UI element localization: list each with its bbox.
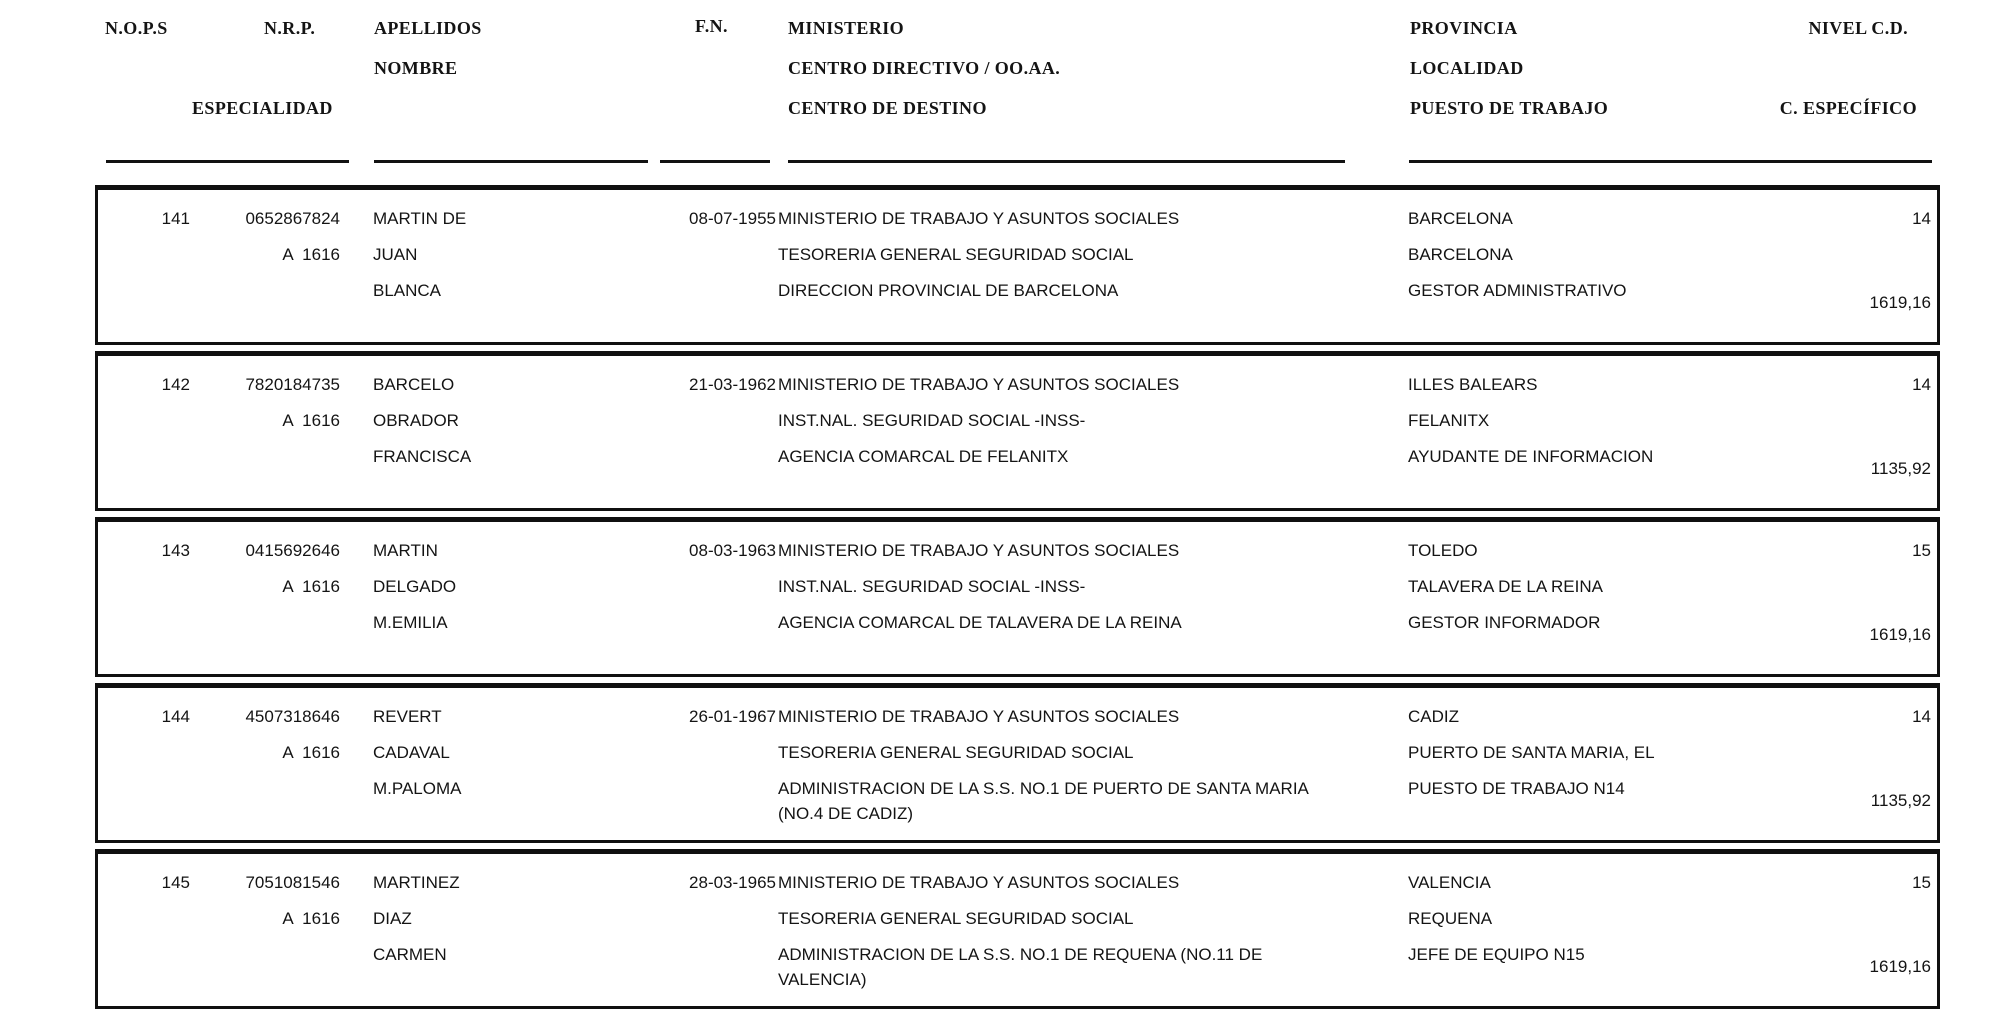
record-ministerio-cell (778, 206, 1408, 342)
col-header-localidad: LOCALIDAD (1410, 58, 1524, 78)
centro-destino-value: DIRECCION PROVINCIAL DE BARCELONA (778, 281, 1119, 300)
apellido1-value: MARTIN DE (373, 209, 467, 228)
nivel-spacer (1773, 408, 1931, 433)
apellido2-value: OBRADOR (373, 411, 459, 430)
record-row (95, 185, 1940, 345)
ministerio-value: MINISTERIO DE TRABAJO Y ASUNTOS SOCIALES (778, 375, 1180, 394)
provincia-value: BARCELONA (1408, 209, 1513, 228)
record-name-cell (348, 538, 653, 674)
record-nivel-cell (1773, 870, 1943, 1006)
nivel-value: 15 (1912, 541, 1931, 560)
nrp-value: 0652867824 (245, 209, 340, 228)
centro-directivo-value: INST.NAL. SEGURIDAD SOCIAL -INSS- (778, 577, 1086, 596)
especifico-value: 1135,92 (1870, 459, 1931, 478)
header-rule-4 (788, 160, 1345, 163)
apellido1-value: MARTIN (373, 541, 438, 560)
centro-directivo-value: TESORERIA GENERAL SEGURIDAD SOCIAL (778, 909, 1134, 928)
apellido2-value: DIAZ (373, 909, 412, 928)
centro-destino-value: ADMINISTRACION DE LA S.S. NO.1 DE REQUENA (NO.11 DE VALENCIA) (778, 945, 1263, 989)
col-header-fn: F.N. (695, 16, 728, 36)
col-header-nivel: NIVEL C.D. (1808, 18, 1908, 38)
centro-directivo-value: INST.NAL. SEGURIDAD SOCIAL -INSS- (778, 411, 1086, 430)
record-row (95, 849, 1940, 1009)
nrp-value: 4507318646 (245, 707, 340, 726)
record-nivel-cell (1773, 538, 1943, 674)
fn-value: 28-03-1965 (689, 873, 776, 892)
nombre-value: M.EMILIA (373, 613, 448, 632)
col-header-ministerio: MINISTERIO (788, 18, 905, 38)
table-header (0, 0, 2000, 185)
especialidad-value: A 1616 (282, 577, 340, 596)
record-nops-cell (98, 372, 208, 508)
provincia-value: CADIZ (1408, 707, 1459, 726)
ministerio-value: MINISTERIO DE TRABAJO Y ASUNTOS SOCIALES (778, 209, 1180, 228)
nivel-value: 15 (1912, 873, 1931, 892)
puesto-value: GESTOR INFORMADOR (1408, 613, 1601, 632)
record-fn-cell (653, 870, 778, 1006)
record-nops-cell (98, 538, 208, 674)
apellido2-value: DELGADO (373, 577, 457, 596)
puesto-value: AYUDANTE DE INFORMACION (1408, 447, 1654, 466)
puesto-value: JEFE DE EQUIPO N15 (1408, 945, 1585, 964)
record-nops-cell (98, 704, 208, 840)
record-nrp-cell (208, 206, 348, 342)
nivel-spacer (1773, 574, 1931, 599)
ministerio-value: MINISTERIO DE TRABAJO Y ASUNTOS SOCIALES (778, 707, 1180, 726)
apellido1-value: REVERT (373, 707, 442, 726)
nivel-value: 14 (1912, 707, 1931, 726)
record-provincia-cell (1408, 870, 1773, 1006)
localidad-value: FELANITX (1408, 411, 1490, 430)
provincia-value: TOLEDO (1408, 541, 1478, 560)
record-name-cell (348, 870, 653, 1006)
centro-destino-value: AGENCIA COMARCAL DE TALAVERA DE LA REINA (778, 613, 1182, 632)
record-row (95, 351, 1940, 511)
col-header-apellidos: APELLIDOS (374, 18, 482, 38)
nrp-value: 0415692646 (245, 541, 340, 560)
record-name-cell (348, 206, 653, 342)
record-ministerio-cell (778, 538, 1408, 674)
record-ministerio-cell (778, 372, 1408, 508)
nops-value: 142 (161, 375, 190, 394)
apellido1-value: BARCELO (373, 375, 455, 394)
nrp-value: 7820184735 (245, 375, 340, 394)
record-provincia-cell (1408, 372, 1773, 508)
nivel-spacer (1773, 242, 1931, 267)
col-header-nops: N.O.P.S (105, 18, 168, 38)
record-name-cell (348, 704, 653, 840)
puesto-value: PUESTO DE TRABAJO N14 (1408, 779, 1625, 798)
especialidad-value: A 1616 (282, 743, 340, 762)
nombre-value: BLANCA (373, 281, 442, 300)
especialidad-value: A 1616 (282, 909, 340, 928)
record-nivel-cell (1773, 704, 1943, 840)
record-nrp-cell (208, 870, 348, 1006)
fn-value: 08-07-1955 (689, 209, 776, 228)
localidad-value: BARCELONA (1408, 245, 1513, 264)
especifico-value: 1619,16 (1869, 293, 1931, 312)
nombre-value: CARMEN (373, 945, 447, 964)
nivel-spacer (1773, 740, 1931, 765)
centro-destino-value: ADMINISTRACION DE LA S.S. NO.1 DE PUERTO DE SANTA MARIA (NO.4 DE CADIZ) (778, 779, 1308, 823)
records-list (95, 185, 1940, 1015)
nops-value: 141 (161, 209, 190, 228)
record-nrp-cell (208, 372, 348, 508)
nivel-value: 14 (1912, 209, 1931, 228)
localidad-value: REQUENA (1408, 909, 1493, 928)
fn-value: 26-01-1967 (689, 707, 776, 726)
centro-directivo-value: TESORERIA GENERAL SEGURIDAD SOCIAL (778, 245, 1134, 264)
record-nrp-cell (208, 538, 348, 674)
ministerio-value: MINISTERIO DE TRABAJO Y ASUNTOS SOCIALES (778, 873, 1180, 892)
nivel-spacer (1773, 906, 1931, 931)
apellido1-value: MARTINEZ (373, 873, 460, 892)
record-fn-cell (653, 704, 778, 840)
ministerio-value: MINISTERIO DE TRABAJO Y ASUNTOS SOCIALES (778, 541, 1180, 560)
record-fn-cell (653, 206, 778, 342)
centro-directivo-value: TESORERIA GENERAL SEGURIDAD SOCIAL (778, 743, 1134, 762)
col-header-nrp: N.R.P. (264, 18, 316, 38)
nops-value: 145 (161, 873, 190, 892)
col-header-nombre: NOMBRE (374, 58, 458, 78)
record-nrp-cell (208, 704, 348, 840)
especifico-value: 1619,16 (1869, 957, 1931, 976)
record-row (95, 683, 1940, 843)
record-row (95, 517, 1940, 677)
record-ministerio-cell (778, 870, 1408, 1006)
especialidad-value: A 1616 (282, 411, 340, 430)
record-fn-cell (653, 538, 778, 674)
puesto-value: GESTOR ADMINISTRATIVO (1408, 281, 1627, 300)
especifico-value: 1619,16 (1869, 625, 1931, 644)
especialidad-value: A 1616 (282, 245, 340, 264)
apellido2-value: JUAN (373, 245, 418, 264)
centro-destino-value: AGENCIA COMARCAL DE FELANITX (778, 447, 1069, 466)
col-header-especifico: C. ESPECÍFICO (1779, 98, 1917, 118)
col-header-especialidad: ESPECIALIDAD (192, 98, 333, 118)
record-provincia-cell (1408, 538, 1773, 674)
localidad-value: PUERTO DE SANTA MARIA, EL (1408, 743, 1655, 762)
nrp-value: 7051081546 (245, 873, 340, 892)
nivel-value: 14 (1912, 375, 1931, 394)
nops-value: 144 (161, 707, 190, 726)
fn-value: 08-03-1963 (689, 541, 776, 560)
header-rule-5 (1409, 160, 1932, 163)
record-nops-cell (98, 206, 208, 342)
col-header-centro-directivo: CENTRO DIRECTIVO / OO.AA. (788, 58, 1061, 78)
col-header-centro-destino: CENTRO DE DESTINO (788, 98, 987, 118)
nops-value: 143 (161, 541, 190, 560)
header-rule-1 (106, 160, 349, 163)
apellido2-value: CADAVAL (373, 743, 450, 762)
provincia-value: ILLES BALEARS (1408, 375, 1538, 394)
nombre-value: M.PALOMA (373, 779, 462, 798)
localidad-value: TALAVERA DE LA REINA (1408, 577, 1603, 596)
header-rule-2 (374, 160, 648, 163)
col-header-puesto: PUESTO DE TRABAJO (1410, 98, 1609, 118)
record-fn-cell (653, 372, 778, 508)
record-provincia-cell (1408, 206, 1773, 342)
nombre-value: FRANCISCA (373, 447, 472, 466)
fn-value: 21-03-1962 (689, 375, 776, 394)
record-name-cell (348, 372, 653, 508)
col-header-provincia: PROVINCIA (1410, 18, 1518, 38)
record-nivel-cell (1773, 372, 1943, 508)
provincia-value: VALENCIA (1408, 873, 1491, 892)
especifico-value: 1135,92 (1870, 791, 1931, 810)
record-nops-cell (98, 870, 208, 1006)
header-rule-3 (660, 160, 770, 163)
record-provincia-cell (1408, 704, 1773, 840)
record-nivel-cell (1773, 206, 1943, 342)
record-ministerio-cell (778, 704, 1408, 840)
